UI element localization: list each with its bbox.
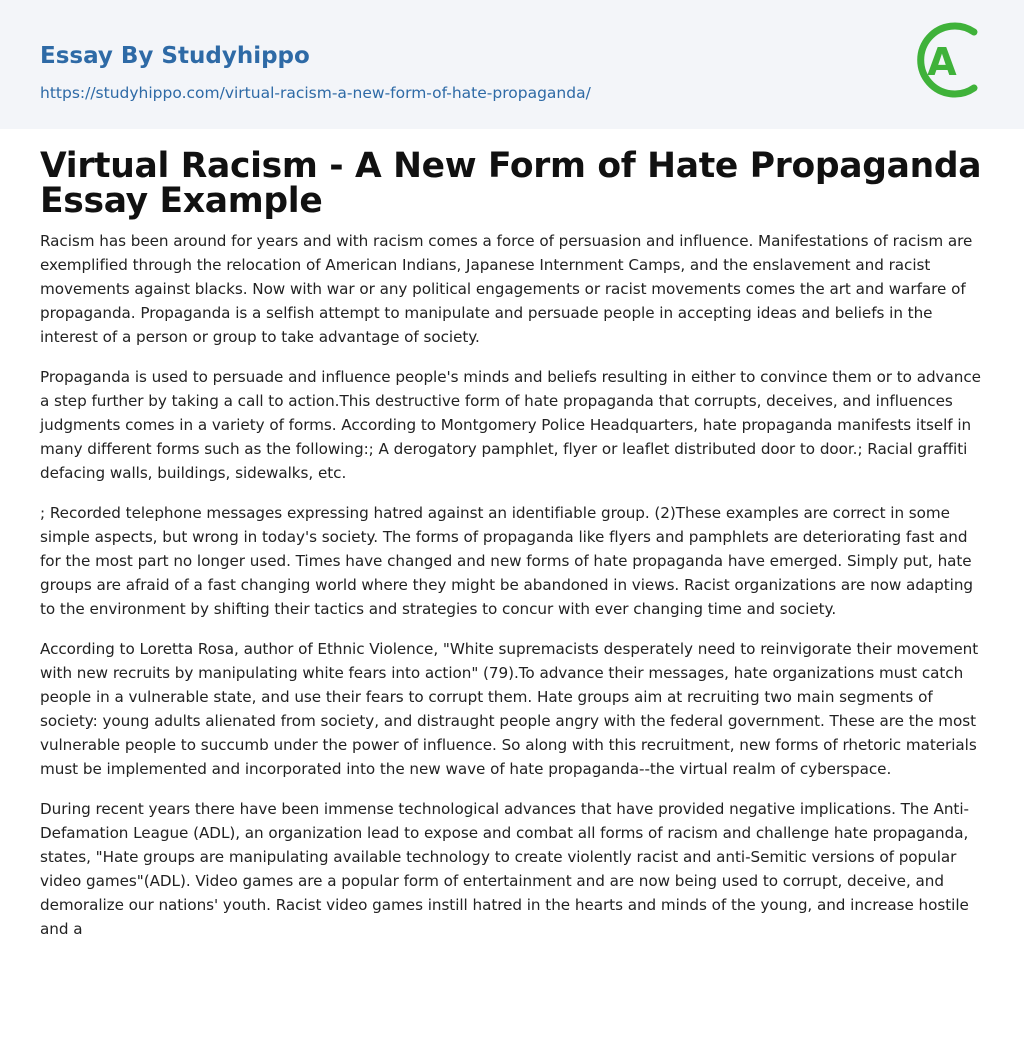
paragraph-5: During recent years there have been immense technological advances that have provided negative implications. The Anti-Defamation League (ADL), an organization lead to expose and combat all forms of racism and challenge hate propaganda, states, "Hate groups are manipulating available technology to create violently racist and anti-Semitic versions of popular video games"(ADL). Video games are a popular form of entertainment and are now being used to corrupt, deceive, and demoralize our nations' youth. Racist video games instill hatred in the hearts and minds of the young, and increase hostile and a — [40, 800, 969, 938]
paragraph-1: Racism has been around for years and with racism comes a force of persuasion and influence. Manifestations of racism are exemplified through the relocation of American Indians, Japanese Internment Camps, and the enslavement and racist movements against blacks. Now with war or any political engagements or racist movements comes the art and warfare of propaganda. Propaganda is a selfish attempt to manipulate and persuade people in accepting ideas and beliefs in the interest of a person or group to take advantage of society. — [40, 232, 973, 346]
page-url-link[interactable]: https://studyhippo.com/virtual-racism-a-new-form-of-hate-propaganda/ — [40, 84, 591, 102]
article-body — [40, 229, 990, 957]
paragraph-3: ; Recorded telephone messages expressing hatred against an identifiable group. (2)These examples are correct in some simple aspects, but wrong in today's society. The forms of propaganda like flyers and pamphlets are deteriorating fast and for the most part no longer used. Times have changed and new forms of hate propaganda have emerged. Simply put, hate groups are afraid of a fast changing world where they might be abandoned in views. Racist organizations are now adapting to the environment by shifting their tactics and strategies to concur with ever changing time and society. — [40, 504, 973, 618]
site-name[interactable]: Essay By Studyhippo — [40, 43, 310, 69]
studyhippo-logo-icon[interactable] — [916, 18, 986, 106]
paragraph-2: Propaganda is used to persuade and influence people's minds and beliefs resulting in either to convince them or to advance a step further by taking a call to action.This destructive form of hate propaganda that corrupts, deceives, and influences judgments comes in a variety of forms. According to Montgomery Police Headquarters, hate propaganda manifests itself in many different forms such as the following:; A derogatory pamphlet, flyer or leaflet distributed door to door.; Racial graffiti defacing walls, buildings, sidewalks, etc. — [40, 368, 981, 482]
site-header — [0, 0, 1024, 129]
article-title: Virtual Racism - A New Form of Hate Propaganda Essay Example — [40, 146, 982, 221]
paragraph-4: According to Loretta Rosa, author of Ethnic Violence, "White supremacists desperately need to reinvigorate their movement with new recruits by manipulating white fears into action" (79).To advance their messages, hate organizations must catch people in a vulnerable state, and use their fears to corrupt them. Hate groups aim at recruiting two main segments of society: young adults alienated from society, and distraught people angry with the federal government. These are the most vulnerable people to succumb under the power of influence. So along with this recruitment, new forms of rhetoric materials must be implemented and incorporated into the new wave of hate propaganda--the virtual realm of cyberspace. — [40, 640, 979, 778]
logo-letter: A — [927, 40, 957, 84]
